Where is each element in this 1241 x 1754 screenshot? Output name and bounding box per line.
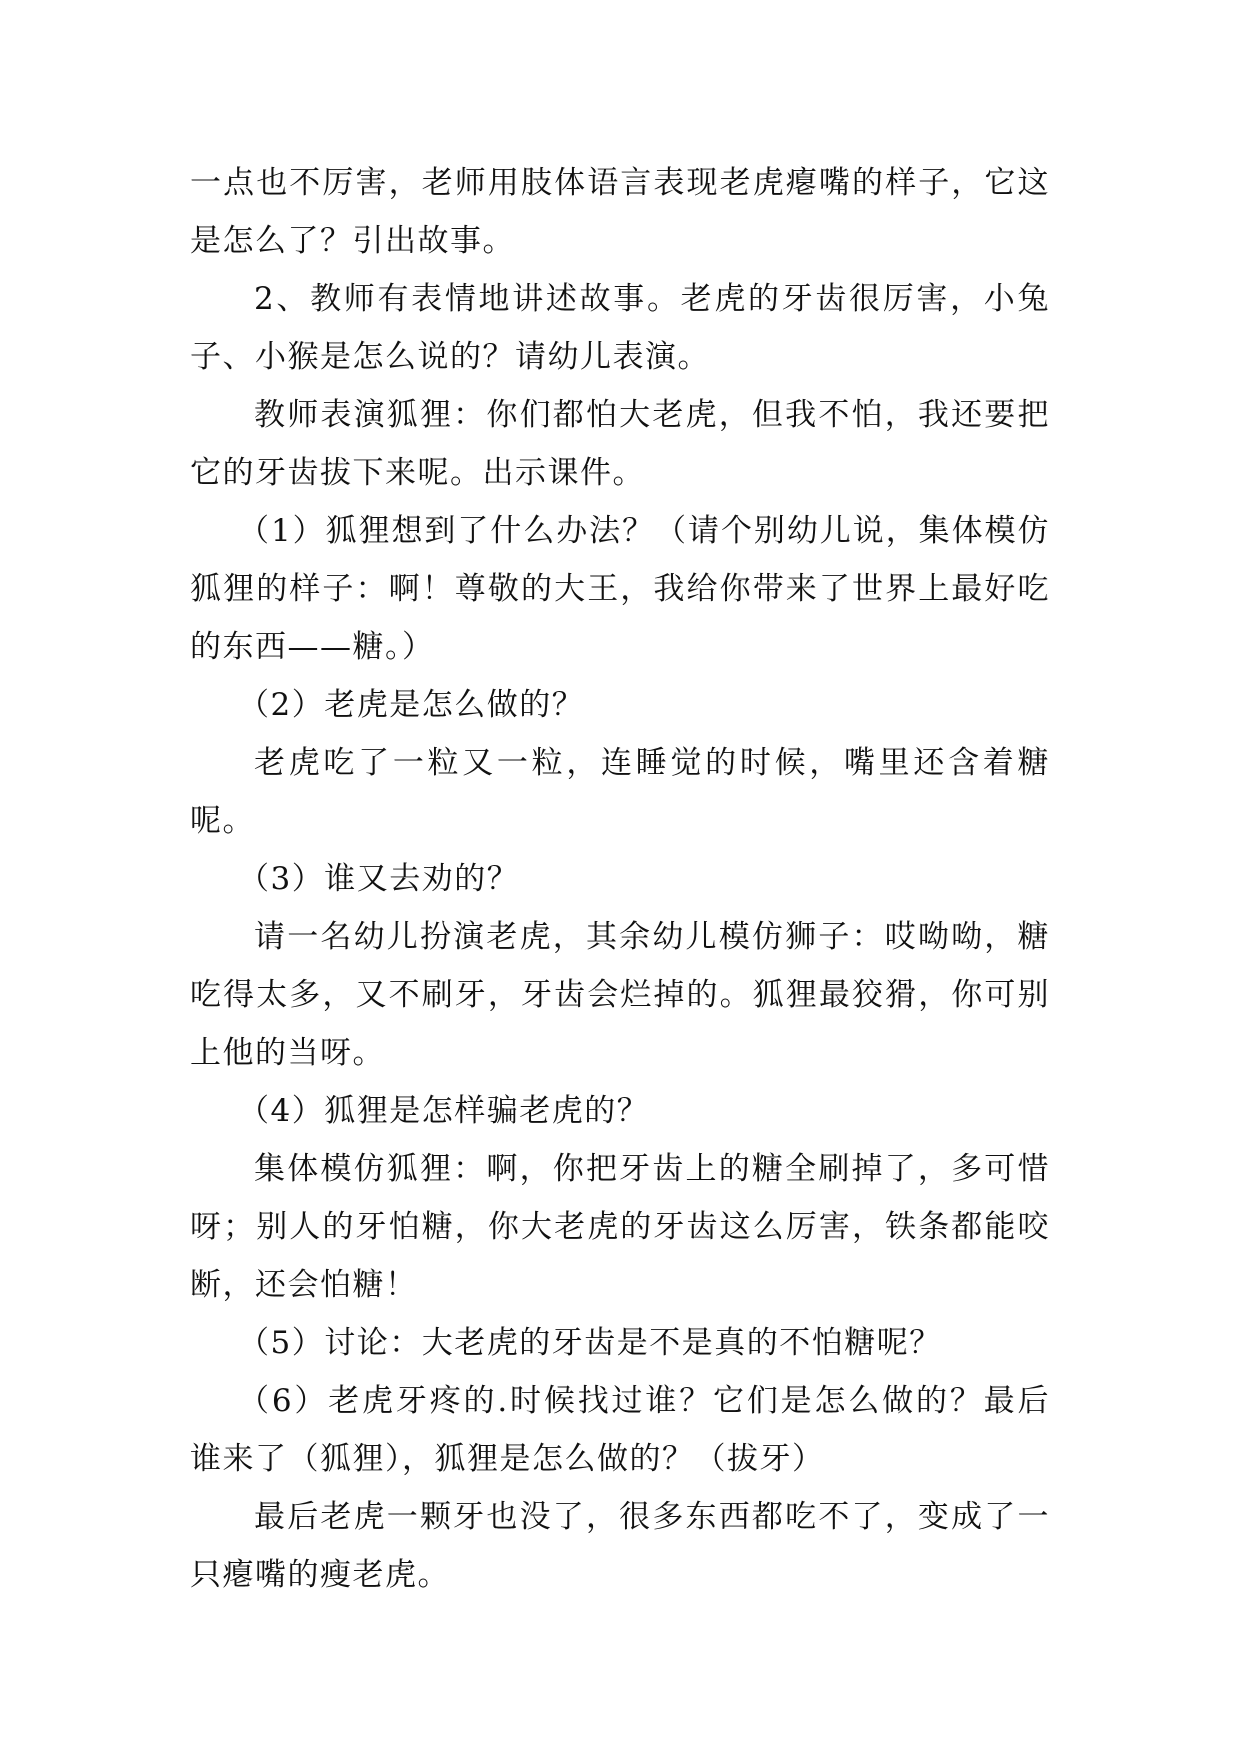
paragraph-question-6: （6）老虎牙疼的.时候找过谁？它们是怎么做的？最后谁来了（狐狸），狐狸是怎么做的？（拔牙） [190,1383,1050,1477]
paragraph-fox-trick: 集体模仿狐狸：啊，你把牙齿上的糖全刷掉了，多可惜呀；别人的牙怕糖，你大老虎的牙齿这么厉害，铁条都能咬断，还会怕糖！ [190,1151,1050,1303]
paragraph-ending: 最后老虎一颗牙也没了，很多东西都吃不了，变成了一只瘪嘴的瘦老虎。 [190,1499,1050,1593]
paragraph-question-3: （3）谁又去劝的？ [238,861,520,897]
paragraph-teacher-fox: 教师表演狐狸：你们都怕大老虎，但我不怕，我还要把它的牙齿拔下来呢。出示课件。 [190,397,1050,491]
document-body [190,154,1050,1604]
paragraph-tiger-eats: 老虎吃了一粒又一粒，连睡觉的时候，嘴里还含着糖呢。 [190,745,1050,839]
paragraph-question-5: （5）讨论：大老虎的牙齿是不是真的不怕糖呢？ [238,1325,942,1361]
paragraph-question-2: （2）老虎是怎么做的？ [238,687,585,723]
paragraph-question-1: （1）狐狸想到了什么办法？（请个别幼儿说，集体模仿狐狸的样子：啊！尊敬的大王，我给你带来了世界上最好吃的东西——糖。） [190,513,1050,665]
paragraph-intro-continued: 一点也不厉害，老师用肢体语言表现老虎瘪嘴的样子，它这是怎么了？引出故事。 [190,165,1050,259]
paragraph-step-2: 2、教师有表情地讲述故事。老虎的牙齿很厉害，小兔子、小猴是怎么说的？请幼儿表演。 [190,281,1050,375]
paragraph-question-4: （4）狐狸是怎样骗老虎的？ [238,1093,650,1129]
paragraph-lion-warning: 请一名幼儿扮演老虎，其余幼儿模仿狮子：哎呦呦，糖吃得太多，又不刷牙，牙齿会烂掉的。狐狸最狡猾，你可别上他的当呀。 [190,919,1050,1071]
